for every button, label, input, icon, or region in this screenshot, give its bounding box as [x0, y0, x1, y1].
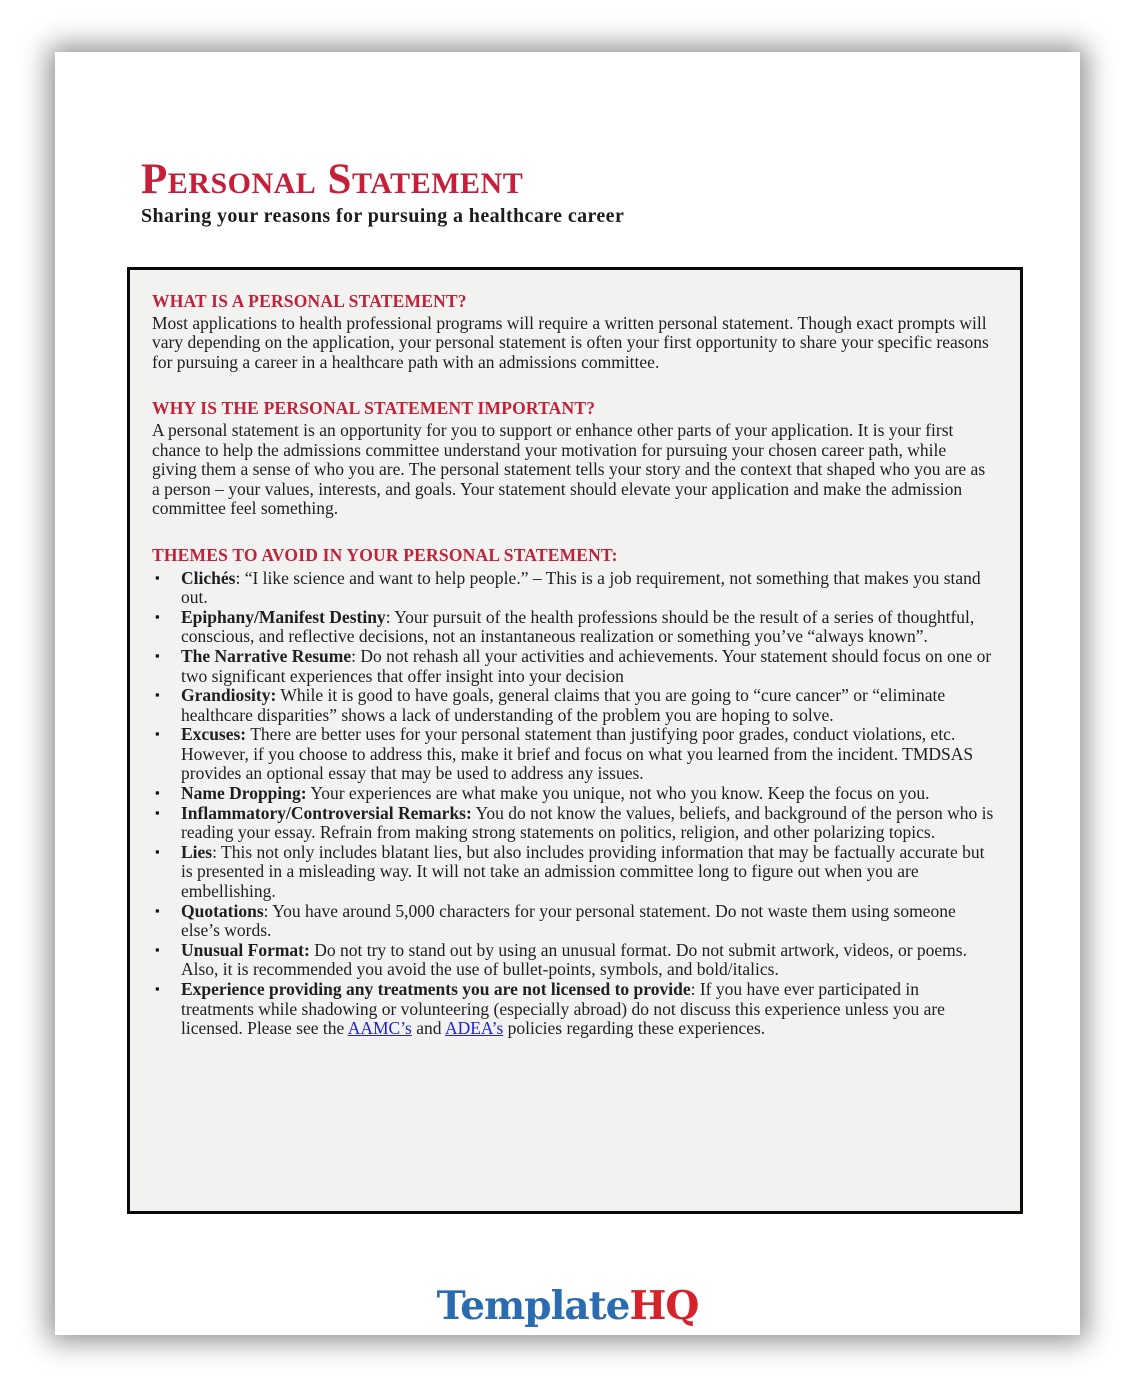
bullet-icon: ▪ — [155, 726, 160, 742]
bullet-text: Do not try to stand out by using an unusual format. Do not submit artwork, videos, or poems. Also, it is recommended you avoid the use of bullet-points, symbols, and bold/italics. — [181, 939, 967, 980]
section-what-is — [152, 292, 994, 372]
list-item-grandiosity — [152, 686, 994, 725]
document-header — [55, 52, 1080, 229]
aamc-link[interactable]: AAMC’s — [347, 1018, 412, 1039]
templatehq-logo — [437, 1283, 699, 1329]
bullet-icon: ▪ — [155, 981, 160, 996]
bullet-lead: Excuses: — [181, 724, 247, 745]
bullet-lead: Grandiosity: — [181, 685, 277, 706]
bullet-icon: ▪ — [155, 569, 160, 585]
logo-text-hq: HQ — [629, 1283, 699, 1329]
bullet-text: You do not know the values, beliefs, and background of the person who is reading your essay. Refrain from making strong statements on politics, religion, and other polarizing topics. — [181, 802, 994, 843]
bullet-lead: Quotations — [181, 900, 264, 921]
page-title: Personal Statement — [141, 156, 524, 203]
bullet-text: : Your pursuit of the health professions should be the result of a series of thoughtful, conscious, and reflective decisions, not an instantaneous realization or something you’ve “always known”. — [181, 606, 975, 647]
content-box — [127, 267, 1023, 1214]
section-body-why-important: A personal statement is an opportunity for you to support or enhance other parts of your application. It is your first chance to help the admissions committee understand your motivation for pursuing your chosen career path, while giving them a sense of who you are. The personal statement tells your story and the context that shaped who you are as a person – your values, interests, and goals. Your statement should elevate your application and make the admission committee feel something. — [152, 419, 986, 519]
bullet-text: : “I like science and want to help people.” – This is a job requirement, not something that makes you stand out. — [181, 567, 981, 608]
bullet-lead: Inflammatory/Controversial Remarks: — [181, 802, 472, 823]
bullet-text: policies regarding these experiences. — [503, 1018, 766, 1039]
bullet-icon: ▪ — [155, 687, 160, 703]
bullet-icon: ▪ — [155, 804, 160, 820]
themes-bullet-list — [152, 569, 994, 1039]
adea-link[interactable]: ADEA’s — [444, 1018, 504, 1039]
bullet-lead: Lies — [181, 841, 213, 862]
bullet-lead: Name Dropping: — [181, 783, 307, 804]
list-item-inflammatory — [152, 804, 994, 843]
section-heading-what-is: WHAT IS A PERSONAL STATEMENT? — [152, 291, 467, 311]
list-item-unusual-format — [152, 941, 994, 980]
bullet-text: There are better uses for your personal statement than justifying poor grades, conduct violations, etc. However, if you choose to address this, make it brief and focus on what you learned from the incident. TMDSAS provides an optional essay that may be used to address any issues. — [181, 724, 974, 784]
bullet-lead: Experience providing any treatments you are not licensed to provide — [181, 979, 691, 999]
list-item-unlicensed-treatments — [152, 980, 994, 1039]
bullet-lead: The Narrative Resume — [181, 645, 352, 666]
bullet-icon: ▪ — [155, 608, 160, 624]
logo-text-template: Template — [436, 1283, 630, 1329]
list-item-excuses — [152, 725, 994, 784]
section-why-important — [152, 399, 994, 519]
list-item-quotations — [152, 902, 994, 941]
section-heading-why-important: WHY IS THE PERSONAL STATEMENT IMPORTANT? — [152, 398, 596, 419]
list-item-narrative-resume — [152, 647, 994, 686]
bullet-lead: Unusual Format: — [181, 939, 310, 960]
section-heading-themes: THEMES TO AVOID IN YOUR PERSONAL STATEMENT: — [152, 544, 618, 565]
section-body-what-is: Most applications to health professional programs will require a written personal statement. Though exact prompts will vary depending on the application, your personal statement is often your first opportunity to share your specific reasons for pursuing a career in a healthcare path with an admissions committee. — [152, 312, 989, 372]
page-subtitle: Sharing your reasons for pursuing a healthcare career — [141, 205, 625, 227]
list-item-epiphany — [152, 608, 994, 647]
bullet-text: : This not only includes blatant lies, but also includes providing information that may be factually accurate but is presented in a misleading way. It will not take an admission committee long to figure out when you are embellishing. — [181, 841, 985, 902]
bullet-icon: ▪ — [155, 647, 160, 663]
list-item-name-dropping — [152, 784, 994, 804]
bullet-lead: Clichés — [181, 567, 236, 588]
document-footer — [55, 1283, 1080, 1329]
bullet-text: and — [411, 1018, 445, 1039]
bullet-text: Your experiences are what make you unique, not who you know. Keep the focus on you. — [306, 783, 930, 804]
list-item-cliches — [152, 569, 994, 608]
bullet-text: : Do not rehash all your activities and achievements. Your statement should focus on one or two significant experiences that offer insight into your decision — [181, 645, 992, 686]
bullet-icon: ▪ — [155, 941, 160, 957]
bullet-text: : You have around 5,000 characters for your personal statement. Do not waste them using someone else’s words. — [181, 900, 956, 941]
bullet-icon: ▪ — [155, 785, 160, 801]
bullet-icon: ▪ — [155, 902, 160, 918]
bullet-text: While it is good to have goals, general claims that you are going to “cure cancer” or “eliminate healthcare disparities” shows a lack of understanding of the problem you are hoping to solve. — [181, 685, 946, 725]
document-page — [55, 52, 1080, 1335]
list-item-lies — [152, 843, 994, 902]
bullet-text: : If you have ever participated in treatments while shadowing or volunteering (especially abroad) do not discuss this experience unless you are licensed. Please see the — [181, 979, 945, 1039]
section-themes-to-avoid — [152, 546, 994, 1039]
bullet-icon: ▪ — [155, 843, 160, 859]
bullet-lead: Epiphany/Manifest Destiny — [181, 606, 386, 627]
